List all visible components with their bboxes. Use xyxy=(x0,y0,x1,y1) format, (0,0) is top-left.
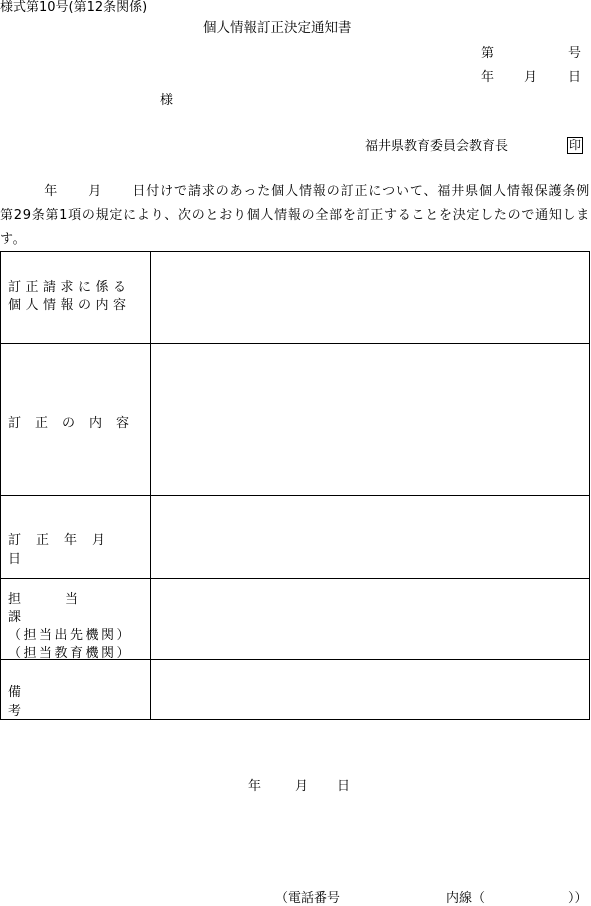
row-correction-date-label xyxy=(8,529,144,567)
number-suffix: 号 xyxy=(568,46,582,61)
date-month: 月 xyxy=(524,70,538,85)
row-remarks-label xyxy=(8,681,144,719)
label-line: （担当教育機関） xyxy=(8,646,133,661)
date-day: 日 xyxy=(568,70,582,85)
document-title: 個人情報訂正決定通知書 xyxy=(203,20,352,36)
body-text: 日付けで請求のあった個人情報の訂正について、福井県個人情報保護条例第29条第1項の規定により、次のとおり個人情報の全部を訂正することを決定したので通知します。 xyxy=(0,184,591,247)
correction-date-month: 月 xyxy=(295,779,309,794)
number-prefix: 第 xyxy=(481,46,495,61)
extension-label: 内線（ xyxy=(446,891,486,906)
correction-date-day: 日 xyxy=(337,779,351,794)
label-line: 訂正請求に係る xyxy=(8,280,131,295)
row-requested-content-value[interactable] xyxy=(152,253,588,342)
body-month: 月 xyxy=(88,184,103,199)
extension-close: ）） xyxy=(568,891,588,906)
correction-table xyxy=(0,251,590,906)
issuer-name: 福井県教育委員会教育長 xyxy=(365,139,509,154)
row-correction-content-value[interactable] xyxy=(152,345,588,494)
row-remarks-value[interactable] xyxy=(152,661,588,718)
label-line: 個人情報の内容 xyxy=(8,298,131,313)
label-text: 備考 xyxy=(8,685,132,719)
form-number: 様式第10号(第12条関係) xyxy=(0,0,148,15)
date-year: 年 xyxy=(481,70,495,85)
seal-box: 印 xyxy=(568,138,581,152)
label-line: 担当課 xyxy=(8,592,123,625)
body-year: 年 xyxy=(44,184,59,199)
label-text: 訂正の内容 xyxy=(8,416,144,431)
row-correction-content-label xyxy=(8,412,144,431)
label-line: （担当出先機関） xyxy=(8,628,133,643)
addressee-suffix: 様 xyxy=(160,93,174,108)
label-text: 訂正年月日 xyxy=(8,533,121,567)
phone-label: （電話番号 xyxy=(275,891,341,906)
body-paragraph xyxy=(0,180,590,252)
correction-date-year: 年 xyxy=(248,779,262,794)
row-department-label xyxy=(8,591,144,663)
row-requested-content-label xyxy=(8,279,144,315)
